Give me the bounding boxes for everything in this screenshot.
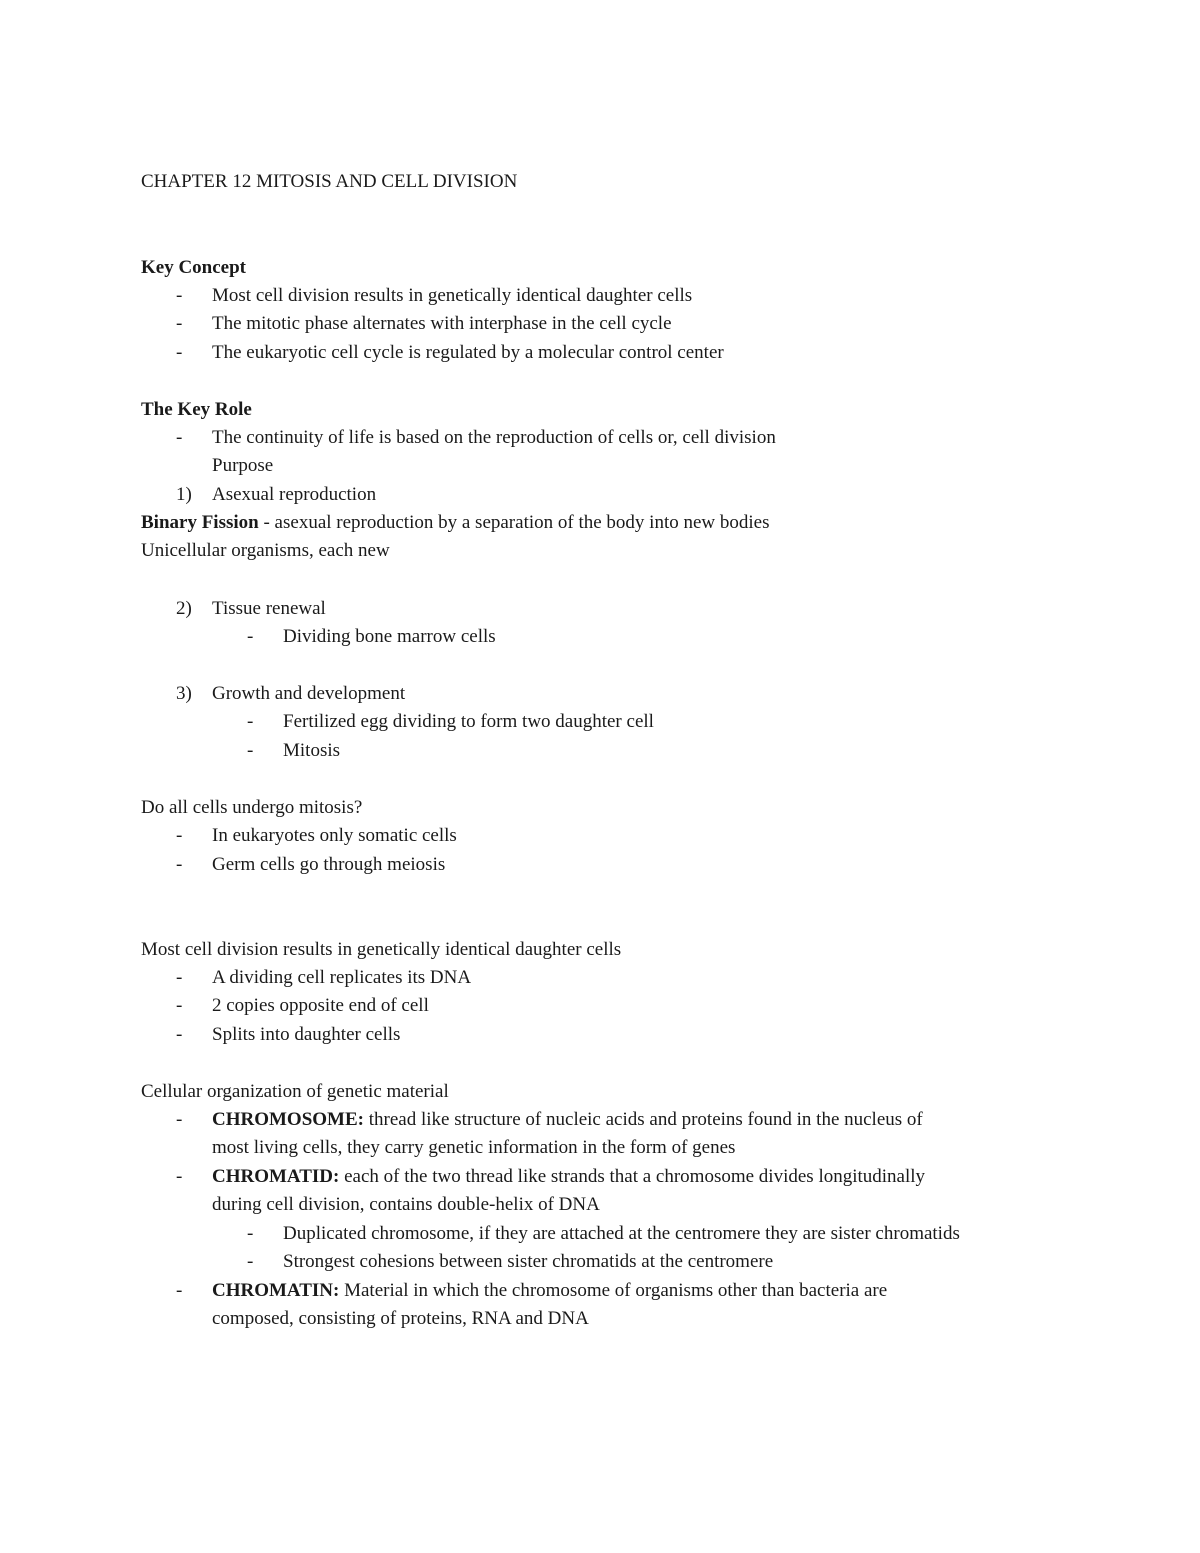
chromatin-definition: Material in which the chromosome of organisms other than bacteria are (339, 1280, 888, 1301)
list-item: Germ cells go through meiosis (212, 854, 446, 875)
list-number: 3) (176, 683, 192, 704)
chromosome-definition: thread like structure of nucleic acids and proteins found in the nucleus of (364, 1109, 923, 1130)
bullet-dash: - (176, 995, 183, 1016)
bullet-dash: - (247, 740, 254, 761)
chromatid-definition: each of the two thread like strands that a chromosome divides longitudinally (339, 1166, 926, 1187)
bullet-dash: - (176, 427, 183, 448)
sub-list-item: Dividing bone marrow cells (283, 626, 496, 647)
sub-list-item: Strongest cohesions between sister chromatids at the centromere (283, 1251, 774, 1272)
bullet-dash: - (176, 1024, 183, 1045)
bullet-dash: - (247, 1223, 254, 1244)
page-title: CHAPTER 12 MITOSIS AND CELL DIVISION (141, 171, 518, 192)
bullet-dash: - (176, 285, 183, 306)
list-item: The mitotic phase alternates with interphase in the cell cycle (212, 313, 672, 334)
purpose-item: Tissue renewal (212, 598, 326, 619)
list-item: A dividing cell replicates its DNA (212, 967, 472, 988)
list-item: The eukaryotic cell cycle is regulated by a molecular control center (212, 342, 724, 363)
list-item: The continuity of life is based on the reproduction of cells or, cell division (212, 427, 776, 448)
key-role-heading: The Key Role (141, 399, 252, 420)
bullet-dash: - (176, 825, 183, 846)
list-number: 2) (176, 598, 192, 619)
chromosome-term: CHROMOSOME: (212, 1109, 364, 1130)
binary-fission-line (141, 509, 769, 537)
list-item: In eukaryotes only somatic cells (212, 825, 457, 846)
chromatid-definition-line (212, 1163, 925, 1191)
list-item: 2 copies opposite end of cell (212, 995, 429, 1016)
bullet-dash: - (176, 1109, 183, 1130)
key-concept-heading: Key Concept (141, 257, 247, 278)
bullet-dash: - (247, 711, 254, 732)
bullet-dash: - (176, 967, 183, 988)
bullet-dash: - (176, 342, 183, 363)
sub-list-item: Mitosis (283, 740, 341, 761)
mitosis-question-heading: Do all cells undergo mitosis? (141, 797, 363, 818)
purpose-item: Asexual reproduction (212, 484, 377, 505)
binary-fission-definition: - asexual reproduction by a separation of the body into new bodies (258, 512, 770, 533)
bullet-dash: - (176, 1166, 183, 1187)
chromatin-definition-cont: composed, consisting of proteins, RNA and DNA (212, 1308, 589, 1329)
bullet-dash: - (247, 1251, 254, 1272)
chromatid-definition-cont: during cell division, contains double-helix of DNA (212, 1194, 600, 1215)
cellular-organization-heading: Cellular organization of genetic material (141, 1081, 449, 1102)
purpose-label: Purpose (212, 455, 274, 476)
chromatin-term: CHROMATIN: (212, 1280, 340, 1301)
unicellular-line: Unicellular organisms, each new (141, 540, 390, 561)
bullet-dash: - (176, 1280, 183, 1301)
chromosome-definition-cont: most living cells, they carry genetic information in the form of genes (212, 1137, 736, 1158)
list-number: 1) (176, 484, 192, 505)
bullet-dash: - (176, 854, 183, 875)
cell-division-heading: Most cell division results in genetically identical daughter cells (141, 939, 622, 960)
sub-list-item: Duplicated chromosome, if they are attached at the centromere they are sister chromatids (283, 1223, 960, 1244)
list-item: Most cell division results in genetically identical daughter cells (212, 285, 693, 306)
bullet-dash: - (176, 313, 183, 334)
sub-list-item: Fertilized egg dividing to form two daughter cell (283, 711, 654, 732)
chromatid-term: CHROMATID: (212, 1166, 340, 1187)
binary-fission-term: Binary Fission (141, 512, 259, 533)
bullet-dash: - (247, 626, 254, 647)
purpose-item: Growth and development (212, 683, 406, 704)
chromatin-definition-line (212, 1277, 887, 1305)
chromosome-definition-line (212, 1106, 923, 1134)
list-item: Splits into daughter cells (212, 1024, 401, 1045)
